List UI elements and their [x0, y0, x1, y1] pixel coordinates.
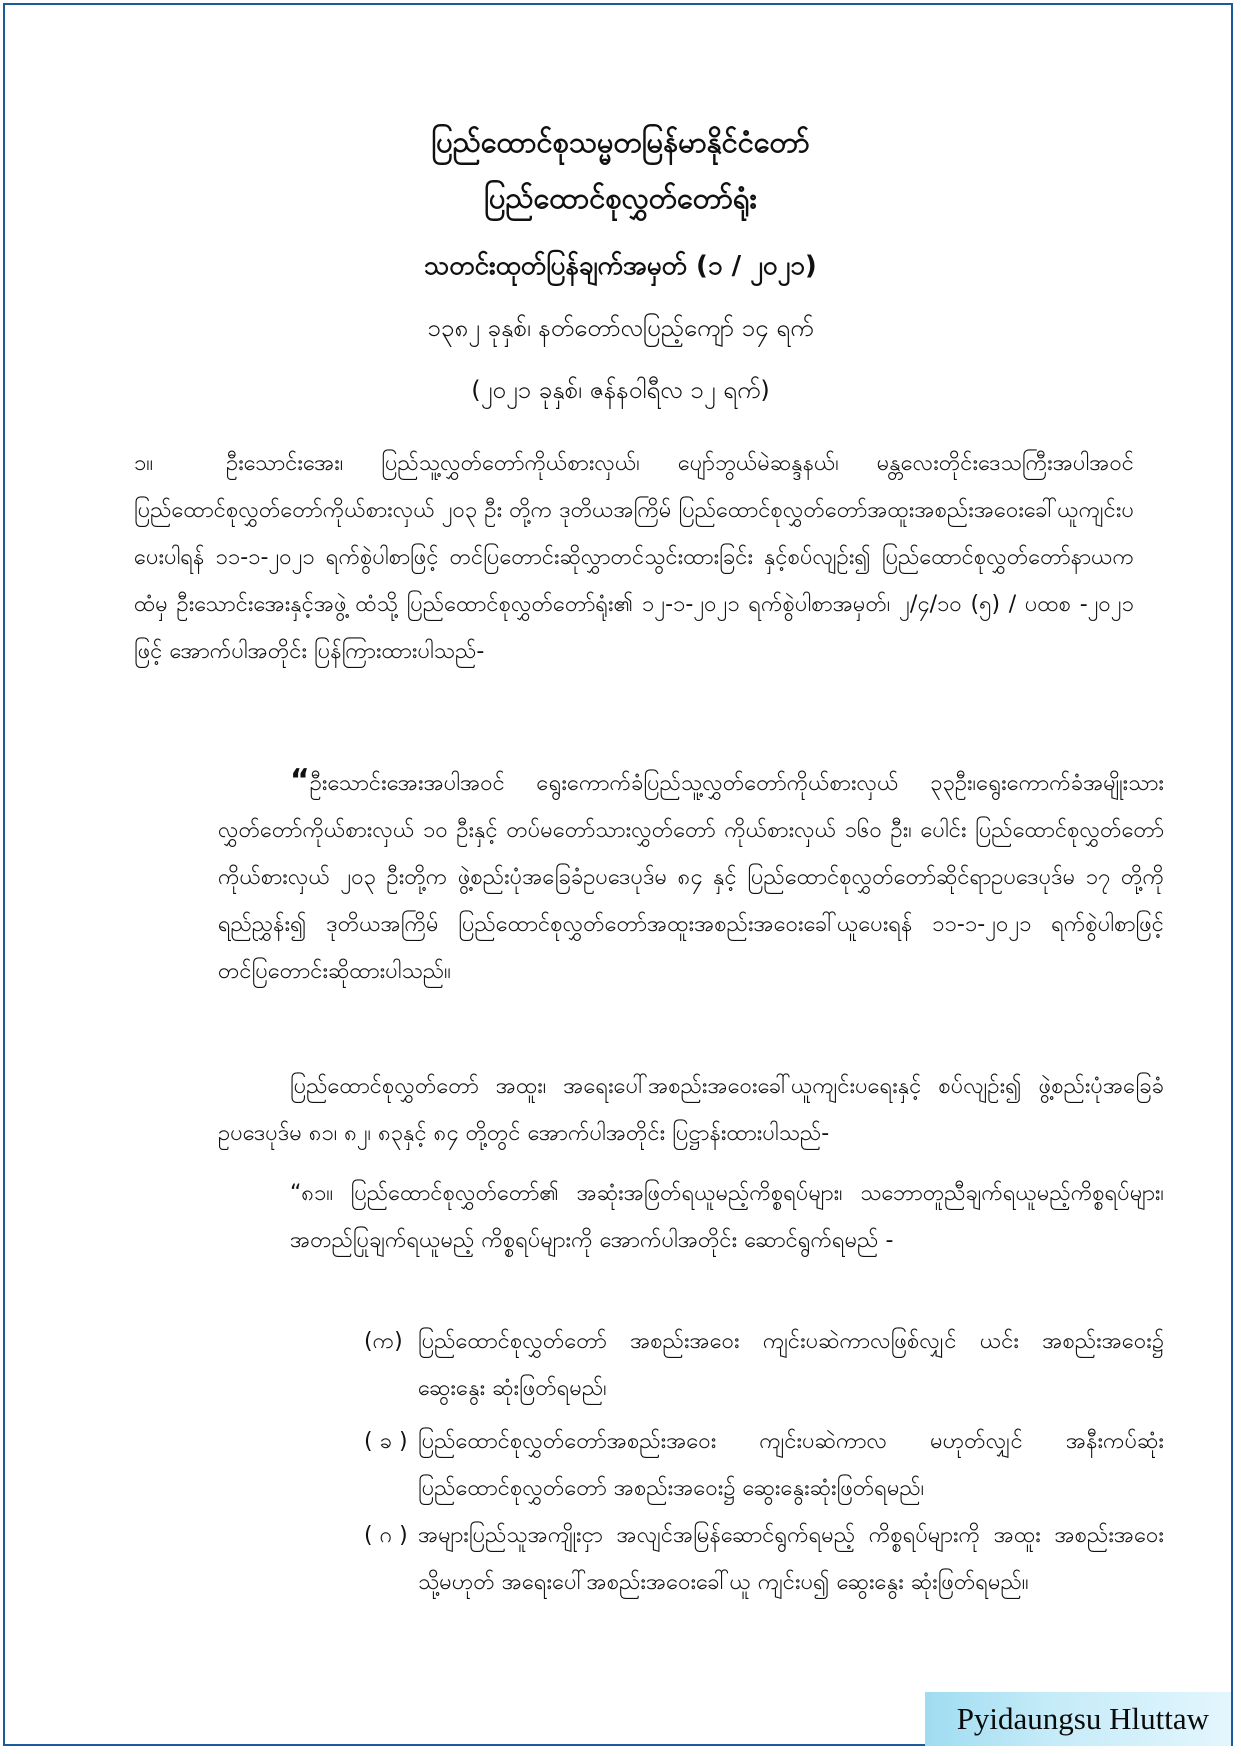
list-item: [364, 1418, 1164, 1512]
section-81-quote: “၈၁။ ပြည်ထောင်စုလွှတ်တော်၏ အဆုံးအဖြတ်ရယူမည့်ကိစ္စရပ်များ၊ သဘောတူညီချက်ရယူမည့်ကိစ္စရပ်များ၊ အတည်ပြုချက်ရယူမည့် ကိစ္စရပ်များကို အောက်ပါအတိုင်း ဆောင်ရွက်ရမည် -: [290, 1181, 1164, 1253]
list-item: [364, 1512, 1164, 1606]
paragraph-1: [134, 440, 1134, 675]
list-item-text: ပြည်ထောင်စုလွှတ်တော်အစည်းအဝေး ကျင်းပဆဲကာလ မဟုတ်လျှင် အနီးကပ်ဆုံး ပြည်ထောင်စုလွှတ်တော် အစည်းအဝေး၌ ဆွေးနွေးဆုံးဖြတ်ရမည်၊: [418, 1429, 1164, 1501]
footer-label: Pyidaungsu Hluttaw: [956, 1701, 1209, 1736]
list-item-text: အများပြည်သူအကျိုးငှာ အလျင်အမြန်ဆောင်ရွက်ရမည့် ကိစ္စရပ်များကို အထူး အစည်းအဝေး သို့မဟုတ် အရေးပေါ်အစည်းအဝေးခေါ်ယူ ကျင်းပ၍ ဆွေးနွေး ဆုံးဖြတ်ရမည်။: [418, 1523, 1164, 1595]
list-item-marker: ( ဂ ): [364, 1523, 408, 1548]
quote-mark: “: [290, 763, 310, 798]
list-item-text: ပြည်ထောင်စုလွှတ်တော် အစည်းအဝေး ကျင်းပဆဲကာလဖြစ်လျှင် ယင်း အစည်းအဝေး၌ ဆွေးနွေး ဆုံးဖြတ်ရမည်၊: [418, 1329, 1164, 1401]
paragraph-1-text: ဦးသောင်းအေး၊ ပြည်သူ့လွှတ်တော်ကိုယ်စားလှယ်၊ ပျော်ဘွယ်မဲဆန္ဒနယ်၊ မန္တလေးတိုင်းဒေသကြီးအပါအဝင် ပြည်ထောင်စုလွှတ်တော်ကိုယ်စားလှယ် ၂၀၃ ဦး တို့က ဒုတိယအကြိမ် ပြည်ထောင်စုလွှတ်တော်အထူးအစည်းအဝေးခေါ်ယူကျင်းပပေးပါရန် ၁၁-၁-၂၀၂၁ ရက်စွဲပါစာဖြင့် တင်ပြတောင်းဆိုလွှာတင်သွင်းထားခြင်း နှင့်စပ်လျဉ်း၍ ပြည်ထောင်စုလွှတ်တော်နာယကထံမှ ဦးသောင်းအေးနှင့်အဖွဲ့ ထံသို့ ပြည်ထောင်စုလွှတ်တော်ရုံး၏ ၁၂-၁-၂၀၂၁ ရက်စွဲပါစာအမှတ်၊ ၂/၄/၁၀ (၅) / ပထစ -၂၀၂၁ ဖြင့် အောက်ပါအတိုင်း ပြန်ကြားထားပါသည်-: [134, 451, 1134, 664]
quoted-reply: [218, 757, 1164, 995]
date-gregorian: (၂၀၂၁ ခုနှစ်၊ ဇန်နဝါရီလ ၁၂ ရက်): [471, 376, 770, 404]
footer-banner: [925, 1692, 1231, 1746]
quoted-reply-text: ဦးသောင်းအေးအပါအဝင် ရွေးကောက်ခံပြည်သူ့လွှတ်တော်ကိုယ်စားလှယ် ၃၃ဦး၊ရွေးကောက်ခံအမျိုးသားလွှတ်တော်ကိုယ်စားလှယ် ၁၀ ဦးနှင့် တပ်မတော်သားလွှတ်တော် ကိုယ်စားလှယ် ၁၆၀ ဦး၊ ပေါင်း ပြည်ထောင်စုလွှတ်တော်ကိုယ်စားလှယ် ၂၀၃ ဦးတို့က ဖွဲ့စည်းပုံအခြေခံဥပဒေပုဒ်မ ၈၄ နှင့် ပြည်ထောင်စုလွှတ်တော်ဆိုင်ရာဥပဒေပုဒ်မ ၁၇ တို့ကို ရည်ညွှန်း၍ ဒုတိယအကြိမ် ပြည်ထောင်စုလွှတ်တော်အထူးအစည်းအဝေးခေါ်ယူပေးရန် ၁၁-၁-၂၀၂၁ ရက်စွဲပါစာဖြင့် တင်ပြတောင်းဆိုထားပါသည်။: [218, 771, 1164, 984]
list-item-marker: (က): [364, 1329, 403, 1354]
paragraph-number: ၁။: [134, 451, 154, 476]
list-item-marker: ( ခ ): [364, 1429, 408, 1454]
paragraph-2: ပြည်ထောင်စုလွှတ်တော် အထူး၊ အရေးပေါ်အစည်းအဝေးခေါ်ယူကျင်းပရေးနှင့် စပ်လျဉ်း၍ ဖွဲ့စည်းပုံအခြေခံဥပဒေပုဒ်မ ၈၁၊ ၈၂၊ ၈၃နှင့် ၈၄ တို့တွင် အောက်ပါအတိုင်း ပြဋ္ဌာန်းထားပါသည်-: [218, 1074, 1164, 1146]
press-release-title: သတင်းထုတ်ပြန်ချက်အမှတ် (၁ / ၂၀၂၁): [424, 251, 817, 281]
office-name-heading: ပြည်ထောင်စုလွှတ်တော်ရုံး: [484, 181, 757, 215]
date-myanmar-calendar: ၁၃၈၂ ခုနှစ်၊ နတ်တော်လပြည့်ကျော် ၁၄ ရက်: [427, 314, 814, 342]
list-item: [364, 1318, 1164, 1412]
country-name-heading: ပြည်ထောင်စုသမ္မတမြန်မာနိုင်ငံတော်: [431, 125, 810, 159]
